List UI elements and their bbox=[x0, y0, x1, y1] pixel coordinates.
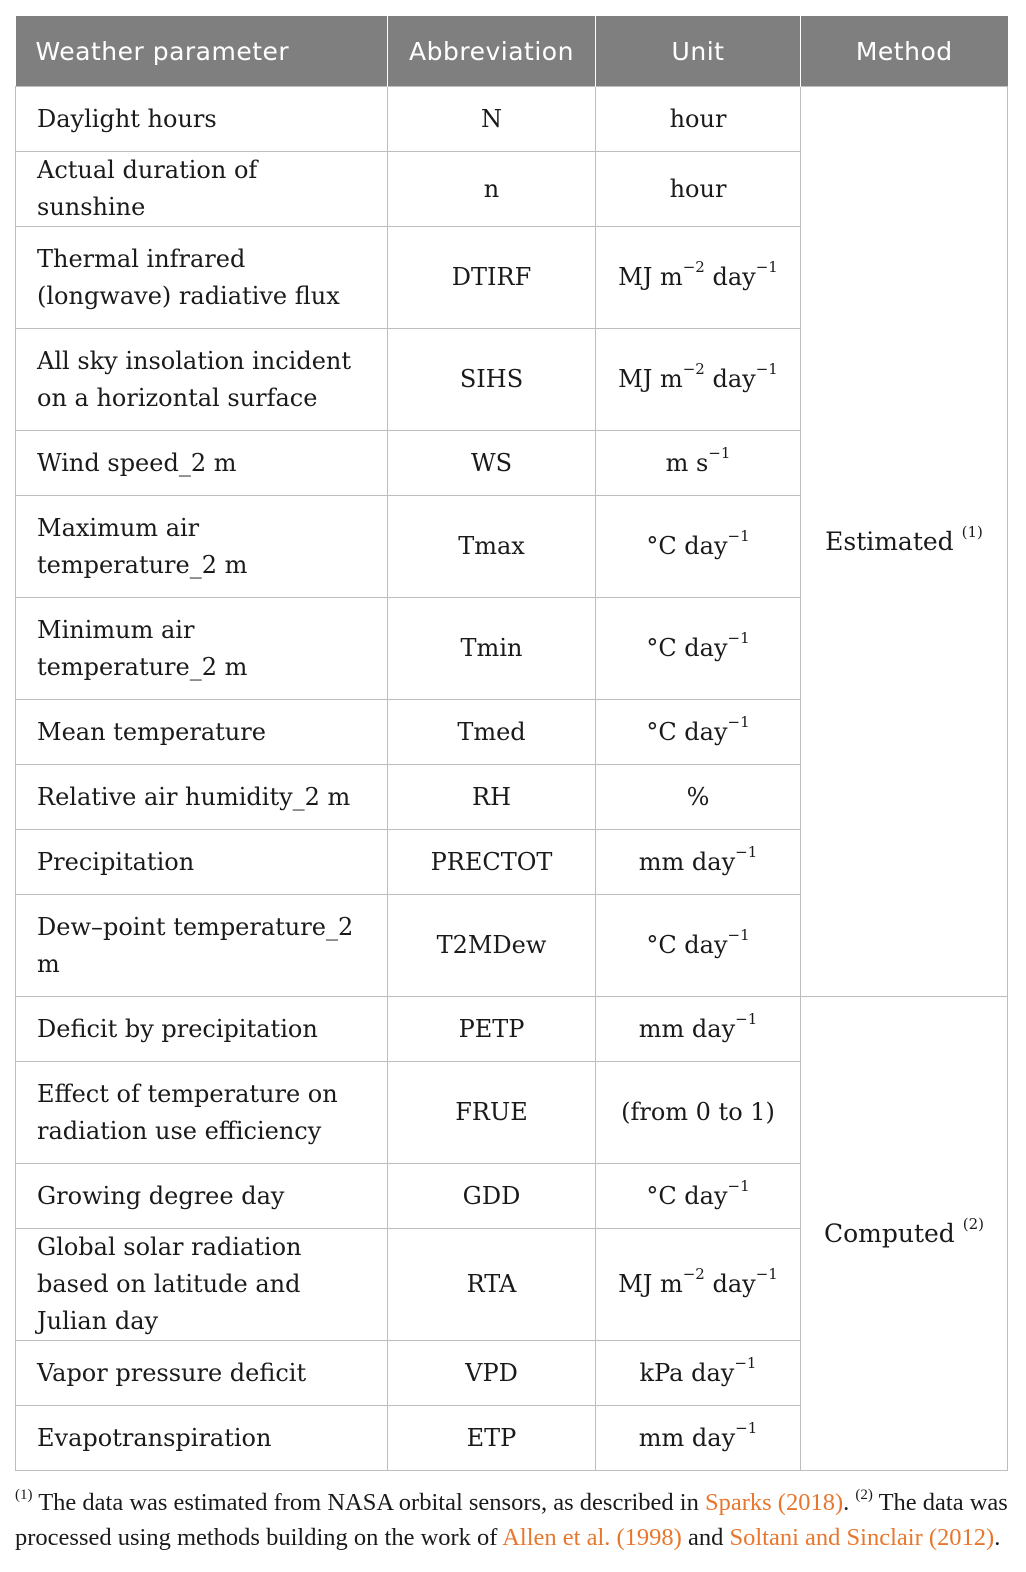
abbreviation-cell: Tmax bbox=[388, 496, 596, 598]
abbreviation-cell: PRECTOT bbox=[388, 830, 596, 895]
parameter-cell: Thermal infrared (longwave) radiative flux bbox=[16, 227, 388, 329]
reference-link-sparks[interactable]: Sparks (2018) bbox=[704, 1489, 844, 1516]
method-cell-computed bbox=[801, 997, 1008, 1471]
abbreviation-cell: T2MDew bbox=[388, 895, 596, 997]
parameter-cell: Wind speed_2 m bbox=[16, 431, 388, 496]
unit-cell: °C day$^{-1}$ bbox=[596, 895, 801, 997]
footnote-text-2: The data was processed using methods building on the work of bbox=[15, 1489, 1008, 1551]
method-note-marker: (2) bbox=[962, 1215, 985, 1233]
parameter-cell: Relative air humidity_2 m bbox=[16, 765, 388, 830]
footnote-text-1: The data was estimated from NASA orbital sensors, as described in bbox=[38, 1489, 699, 1516]
unit-cell: mm day$^{-1}$ bbox=[596, 1406, 801, 1471]
footnote-marker-2: (2) bbox=[855, 1487, 873, 1503]
parameter-cell: Deficit by precipitation bbox=[16, 997, 388, 1062]
parameter-cell: Maximum air temperature_2 m bbox=[16, 496, 388, 598]
table-footnote: $^{(1)}$ The data was estimated from NASA orbital sensors, as described in Sparks (2018). $^{(2)}$ The data was processed using methods building on the work of Allen et al. (1998) and Soltani and Sinclair (2012). bbox=[15, 1487, 1008, 1551]
header-weather-parameter: Weather parameter bbox=[16, 16, 388, 87]
header-unit: Unit bbox=[596, 16, 801, 87]
unit-cell: °C day$^{-1}$ bbox=[596, 1164, 801, 1229]
unit-cell: °C day$^{-1}$ bbox=[596, 598, 801, 700]
unit-cell: kPa day$^{-1}$ bbox=[596, 1341, 801, 1406]
reference-link-soltani[interactable]: Soltani and Sinclair (2012) bbox=[729, 1524, 995, 1551]
unit-cell: hour bbox=[596, 87, 801, 152]
table-header-row bbox=[16, 16, 1008, 87]
unit-cell: MJ $m^{-2}$ day$^{-1}$ bbox=[596, 329, 801, 431]
abbreviation-cell: GDD bbox=[388, 1164, 596, 1229]
unit-cell: hour bbox=[596, 152, 801, 227]
unit-cell: MJ $m^{-2}$ day$^{-1}$ bbox=[596, 1229, 801, 1341]
abbreviation-cell: ETP bbox=[388, 1406, 596, 1471]
weather-parameters-table bbox=[15, 16, 1008, 1471]
header-abbreviation: Abbreviation bbox=[388, 16, 596, 87]
abbreviation-cell: N bbox=[388, 87, 596, 152]
parameter-cell: Growing degree day bbox=[16, 1164, 388, 1229]
parameter-cell: Effect of temperature on radiation use efficiency bbox=[16, 1062, 388, 1164]
header-method: Method bbox=[801, 16, 1008, 87]
reference-link-allen[interactable]: Allen et al. (1998) bbox=[502, 1524, 682, 1551]
footnote-marker-1: (1) bbox=[15, 1487, 33, 1503]
parameter-cell: Vapor pressure deficit bbox=[16, 1341, 388, 1406]
unit-cell: °C day$^{-1}$ bbox=[596, 700, 801, 765]
footnote-conjunction: and bbox=[687, 1524, 724, 1551]
abbreviation-cell: DTIRF bbox=[388, 227, 596, 329]
parameter-cell: Precipitation bbox=[16, 830, 388, 895]
parameter-cell: Minimum air temperature_2 m bbox=[16, 598, 388, 700]
abbreviation-cell: SIHS bbox=[388, 329, 596, 431]
table-container bbox=[15, 16, 1007, 1471]
parameter-cell: Dew–point temperature_2 m bbox=[16, 895, 388, 997]
unit-cell: MJ $m^{-2}$ day$^{-1}$ bbox=[596, 227, 801, 329]
parameter-cell: Global solar radiation based on latitude and Julian day bbox=[16, 1229, 388, 1341]
method-note-marker: (1) bbox=[961, 523, 983, 541]
parameter-cell: Mean temperature bbox=[16, 700, 388, 765]
abbreviation-cell: RH bbox=[388, 765, 596, 830]
parameter-cell: Evapotranspiration bbox=[16, 1406, 388, 1471]
method-label: Estimated bbox=[825, 527, 954, 556]
unit-cell: mm day$^{-1}$ bbox=[596, 997, 801, 1062]
abbreviation-cell: WS bbox=[388, 431, 596, 496]
unit-cell: °C day$^{-1}$ bbox=[596, 496, 801, 598]
unit-cell: mm day$^{-1}$ bbox=[596, 830, 801, 895]
abbreviation-cell: Tmed bbox=[388, 700, 596, 765]
parameter-cell: Actual duration of sunshine bbox=[16, 152, 388, 227]
unit-cell: % bbox=[596, 765, 801, 830]
method-label: Computed bbox=[823, 1219, 955, 1248]
abbreviation-cell: VPD bbox=[388, 1341, 596, 1406]
abbreviation-cell: Tmin bbox=[388, 598, 596, 700]
unit-cell: m $s^{-1}$ bbox=[596, 431, 801, 496]
abbreviation-cell: FRUE bbox=[388, 1062, 596, 1164]
abbreviation-cell: RTA bbox=[388, 1229, 596, 1341]
table-row bbox=[16, 997, 1008, 1062]
parameter-cell: All sky insolation incident on a horizontal surface bbox=[16, 329, 388, 431]
parameter-cell: Daylight hours bbox=[16, 87, 388, 152]
abbreviation-cell: n bbox=[388, 152, 596, 227]
method-cell-estimated bbox=[801, 87, 1008, 997]
abbreviation-cell: PETP bbox=[388, 997, 596, 1062]
table-row bbox=[16, 87, 1008, 152]
unit-cell: (from 0 to 1) bbox=[596, 1062, 801, 1164]
